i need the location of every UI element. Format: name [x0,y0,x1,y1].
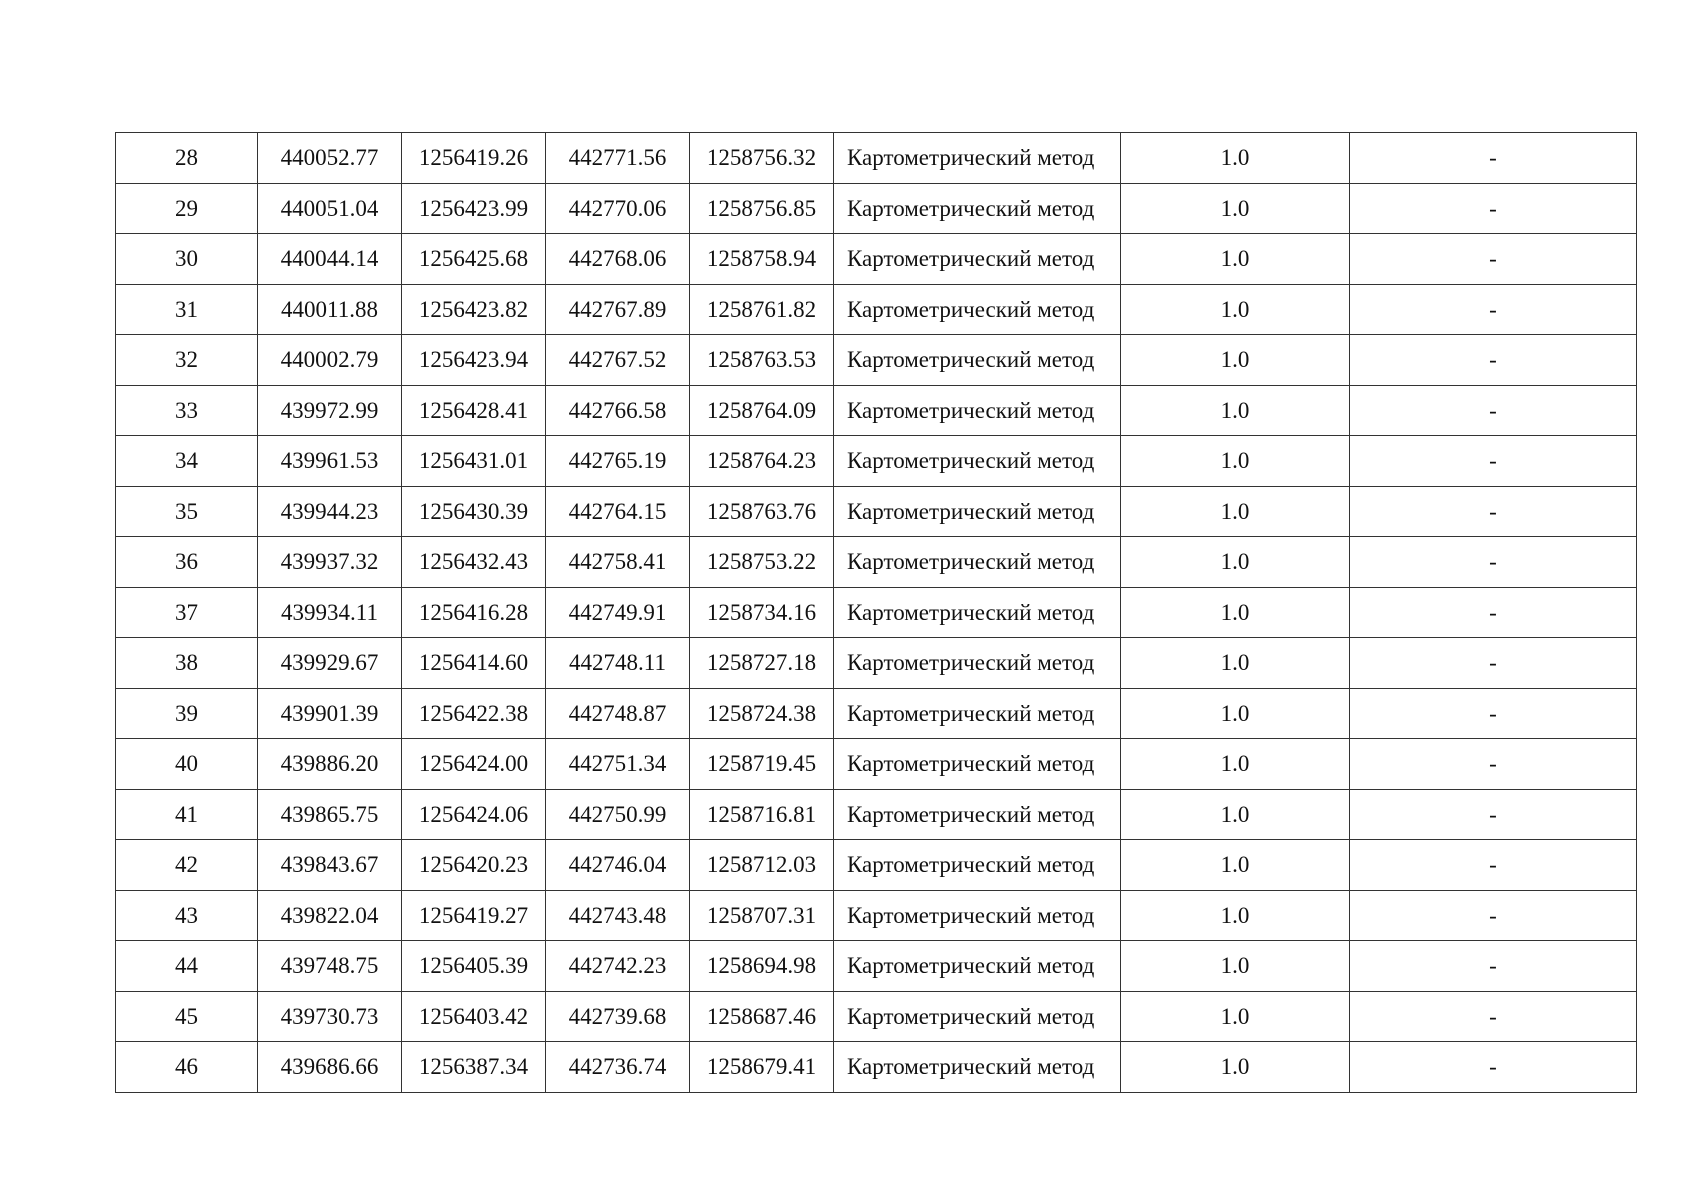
new-x-cell: 442750.99 [546,789,690,840]
existing-y-cell: 1256414.60 [402,638,546,689]
accuracy-cell: 1.0 [1121,234,1350,285]
table-row [116,234,1637,285]
table-row [116,284,1637,335]
note-cell: - [1350,537,1637,588]
note-cell: - [1350,840,1637,891]
existing-x-cell: 439686.66 [258,1042,402,1093]
note-cell: - [1350,486,1637,537]
new-y-cell: 1258724.38 [690,688,834,739]
note-cell: - [1350,183,1637,234]
point-number-cell: 37 [116,587,258,638]
note-cell: - [1350,133,1637,184]
accuracy-cell: 1.0 [1121,638,1350,689]
accuracy-cell: 1.0 [1121,890,1350,941]
existing-y-cell: 1256432.43 [402,537,546,588]
table-row [116,840,1637,891]
method-cell: Картометрический метод [834,385,1121,436]
new-x-cell: 442748.87 [546,688,690,739]
new-x-cell: 442771.56 [546,133,690,184]
new-x-cell: 442739.68 [546,991,690,1042]
table-row [116,486,1637,537]
table-row [116,739,1637,790]
method-cell: Картометрический метод [834,537,1121,588]
new-y-cell: 1258716.81 [690,789,834,840]
accuracy-cell: 1.0 [1121,688,1350,739]
method-cell: Картометрический метод [834,688,1121,739]
point-number-cell: 45 [116,991,258,1042]
existing-x-cell: 439901.39 [258,688,402,739]
new-x-cell: 442736.74 [546,1042,690,1093]
new-y-cell: 1258764.09 [690,385,834,436]
method-cell: Картометрический метод [834,840,1121,891]
new-y-cell: 1258761.82 [690,284,834,335]
note-cell: - [1350,688,1637,739]
method-cell: Картометрический метод [834,739,1121,790]
new-y-cell: 1258694.98 [690,941,834,992]
existing-y-cell: 1256423.94 [402,335,546,386]
point-number-cell: 40 [116,739,258,790]
point-number-cell: 36 [116,537,258,588]
new-y-cell: 1258763.53 [690,335,834,386]
existing-y-cell: 1256423.99 [402,183,546,234]
point-number-cell: 30 [116,234,258,285]
accuracy-cell: 1.0 [1121,486,1350,537]
new-x-cell: 442765.19 [546,436,690,487]
point-number-cell: 44 [116,941,258,992]
method-cell: Картометрический метод [834,234,1121,285]
point-number-cell: 34 [116,436,258,487]
accuracy-cell: 1.0 [1121,587,1350,638]
existing-x-cell: 440044.14 [258,234,402,285]
new-x-cell: 442746.04 [546,840,690,891]
existing-x-cell: 439972.99 [258,385,402,436]
note-cell: - [1350,1042,1637,1093]
existing-y-cell: 1256387.34 [402,1042,546,1093]
new-y-cell: 1258687.46 [690,991,834,1042]
new-x-cell: 442768.06 [546,234,690,285]
method-cell: Картометрический метод [834,486,1121,537]
existing-y-cell: 1256428.41 [402,385,546,436]
note-cell: - [1350,284,1637,335]
method-cell: Картометрический метод [834,941,1121,992]
table-row [116,890,1637,941]
table-row [116,133,1637,184]
existing-y-cell: 1256420.23 [402,840,546,891]
point-number-cell: 38 [116,638,258,689]
note-cell: - [1350,335,1637,386]
accuracy-cell: 1.0 [1121,991,1350,1042]
existing-x-cell: 439865.75 [258,789,402,840]
accuracy-cell: 1.0 [1121,739,1350,790]
existing-x-cell: 440052.77 [258,133,402,184]
point-number-cell: 41 [116,789,258,840]
existing-y-cell: 1256422.38 [402,688,546,739]
note-cell: - [1350,890,1637,941]
new-x-cell: 442758.41 [546,537,690,588]
point-number-cell: 42 [116,840,258,891]
new-y-cell: 1258734.16 [690,587,834,638]
table-row [116,183,1637,234]
point-number-cell: 43 [116,890,258,941]
existing-x-cell: 439886.20 [258,739,402,790]
new-y-cell: 1258764.23 [690,436,834,487]
method-cell: Картометрический метод [834,587,1121,638]
point-number-cell: 35 [116,486,258,537]
accuracy-cell: 1.0 [1121,183,1350,234]
note-cell: - [1350,739,1637,790]
existing-y-cell: 1256424.00 [402,739,546,790]
table-row [116,537,1637,588]
table-row [116,991,1637,1042]
existing-x-cell: 440011.88 [258,284,402,335]
new-x-cell: 442749.91 [546,587,690,638]
accuracy-cell: 1.0 [1121,789,1350,840]
point-number-cell: 39 [116,688,258,739]
table-row [116,587,1637,638]
table-row [116,941,1637,992]
coordinates-table [115,132,1637,1093]
method-cell: Картометрический метод [834,638,1121,689]
table-row [116,335,1637,386]
table-row [116,789,1637,840]
point-number-cell: 32 [116,335,258,386]
existing-x-cell: 439730.73 [258,991,402,1042]
accuracy-cell: 1.0 [1121,537,1350,588]
table-row [116,385,1637,436]
existing-y-cell: 1256430.39 [402,486,546,537]
new-y-cell: 1258763.76 [690,486,834,537]
point-number-cell: 29 [116,183,258,234]
existing-y-cell: 1256403.42 [402,991,546,1042]
existing-x-cell: 439843.67 [258,840,402,891]
existing-y-cell: 1256423.82 [402,284,546,335]
new-y-cell: 1258719.45 [690,739,834,790]
existing-x-cell: 439934.11 [258,587,402,638]
table-body [116,133,1637,1093]
new-y-cell: 1258753.22 [690,537,834,588]
new-x-cell: 442766.58 [546,385,690,436]
point-number-cell: 33 [116,385,258,436]
accuracy-cell: 1.0 [1121,335,1350,386]
method-cell: Картометрический метод [834,991,1121,1042]
existing-y-cell: 1256405.39 [402,941,546,992]
method-cell: Картометрический метод [834,890,1121,941]
existing-x-cell: 439961.53 [258,436,402,487]
new-x-cell: 442767.89 [546,284,690,335]
note-cell: - [1350,991,1637,1042]
new-x-cell: 442748.11 [546,638,690,689]
existing-y-cell: 1256416.28 [402,587,546,638]
new-y-cell: 1258727.18 [690,638,834,689]
new-y-cell: 1258756.85 [690,183,834,234]
new-y-cell: 1258756.32 [690,133,834,184]
table-row [116,1042,1637,1093]
existing-x-cell: 439944.23 [258,486,402,537]
note-cell: - [1350,941,1637,992]
note-cell: - [1350,638,1637,689]
existing-x-cell: 440051.04 [258,183,402,234]
method-cell: Картометрический метод [834,284,1121,335]
method-cell: Картометрический метод [834,133,1121,184]
existing-y-cell: 1256431.01 [402,436,546,487]
new-y-cell: 1258758.94 [690,234,834,285]
new-x-cell: 442764.15 [546,486,690,537]
note-cell: - [1350,436,1637,487]
accuracy-cell: 1.0 [1121,840,1350,891]
new-y-cell: 1258679.41 [690,1042,834,1093]
table-row [116,638,1637,689]
method-cell: Картометрический метод [834,1042,1121,1093]
accuracy-cell: 1.0 [1121,941,1350,992]
existing-x-cell: 440002.79 [258,335,402,386]
existing-y-cell: 1256419.26 [402,133,546,184]
note-cell: - [1350,587,1637,638]
existing-y-cell: 1256419.27 [402,890,546,941]
new-x-cell: 442743.48 [546,890,690,941]
existing-x-cell: 439822.04 [258,890,402,941]
existing-y-cell: 1256425.68 [402,234,546,285]
new-y-cell: 1258712.03 [690,840,834,891]
accuracy-cell: 1.0 [1121,133,1350,184]
existing-x-cell: 439937.32 [258,537,402,588]
new-y-cell: 1258707.31 [690,890,834,941]
existing-x-cell: 439929.67 [258,638,402,689]
method-cell: Картометрический метод [834,436,1121,487]
new-x-cell: 442742.23 [546,941,690,992]
note-cell: - [1350,385,1637,436]
point-number-cell: 31 [116,284,258,335]
method-cell: Картометрический метод [834,789,1121,840]
existing-y-cell: 1256424.06 [402,789,546,840]
accuracy-cell: 1.0 [1121,1042,1350,1093]
accuracy-cell: 1.0 [1121,385,1350,436]
accuracy-cell: 1.0 [1121,284,1350,335]
existing-x-cell: 439748.75 [258,941,402,992]
new-x-cell: 442770.06 [546,183,690,234]
table-row [116,436,1637,487]
new-x-cell: 442751.34 [546,739,690,790]
note-cell: - [1350,234,1637,285]
note-cell: - [1350,789,1637,840]
method-cell: Картометрический метод [834,335,1121,386]
table-row [116,688,1637,739]
method-cell: Картометрический метод [834,183,1121,234]
point-number-cell: 28 [116,133,258,184]
accuracy-cell: 1.0 [1121,436,1350,487]
point-number-cell: 46 [116,1042,258,1093]
new-x-cell: 442767.52 [546,335,690,386]
